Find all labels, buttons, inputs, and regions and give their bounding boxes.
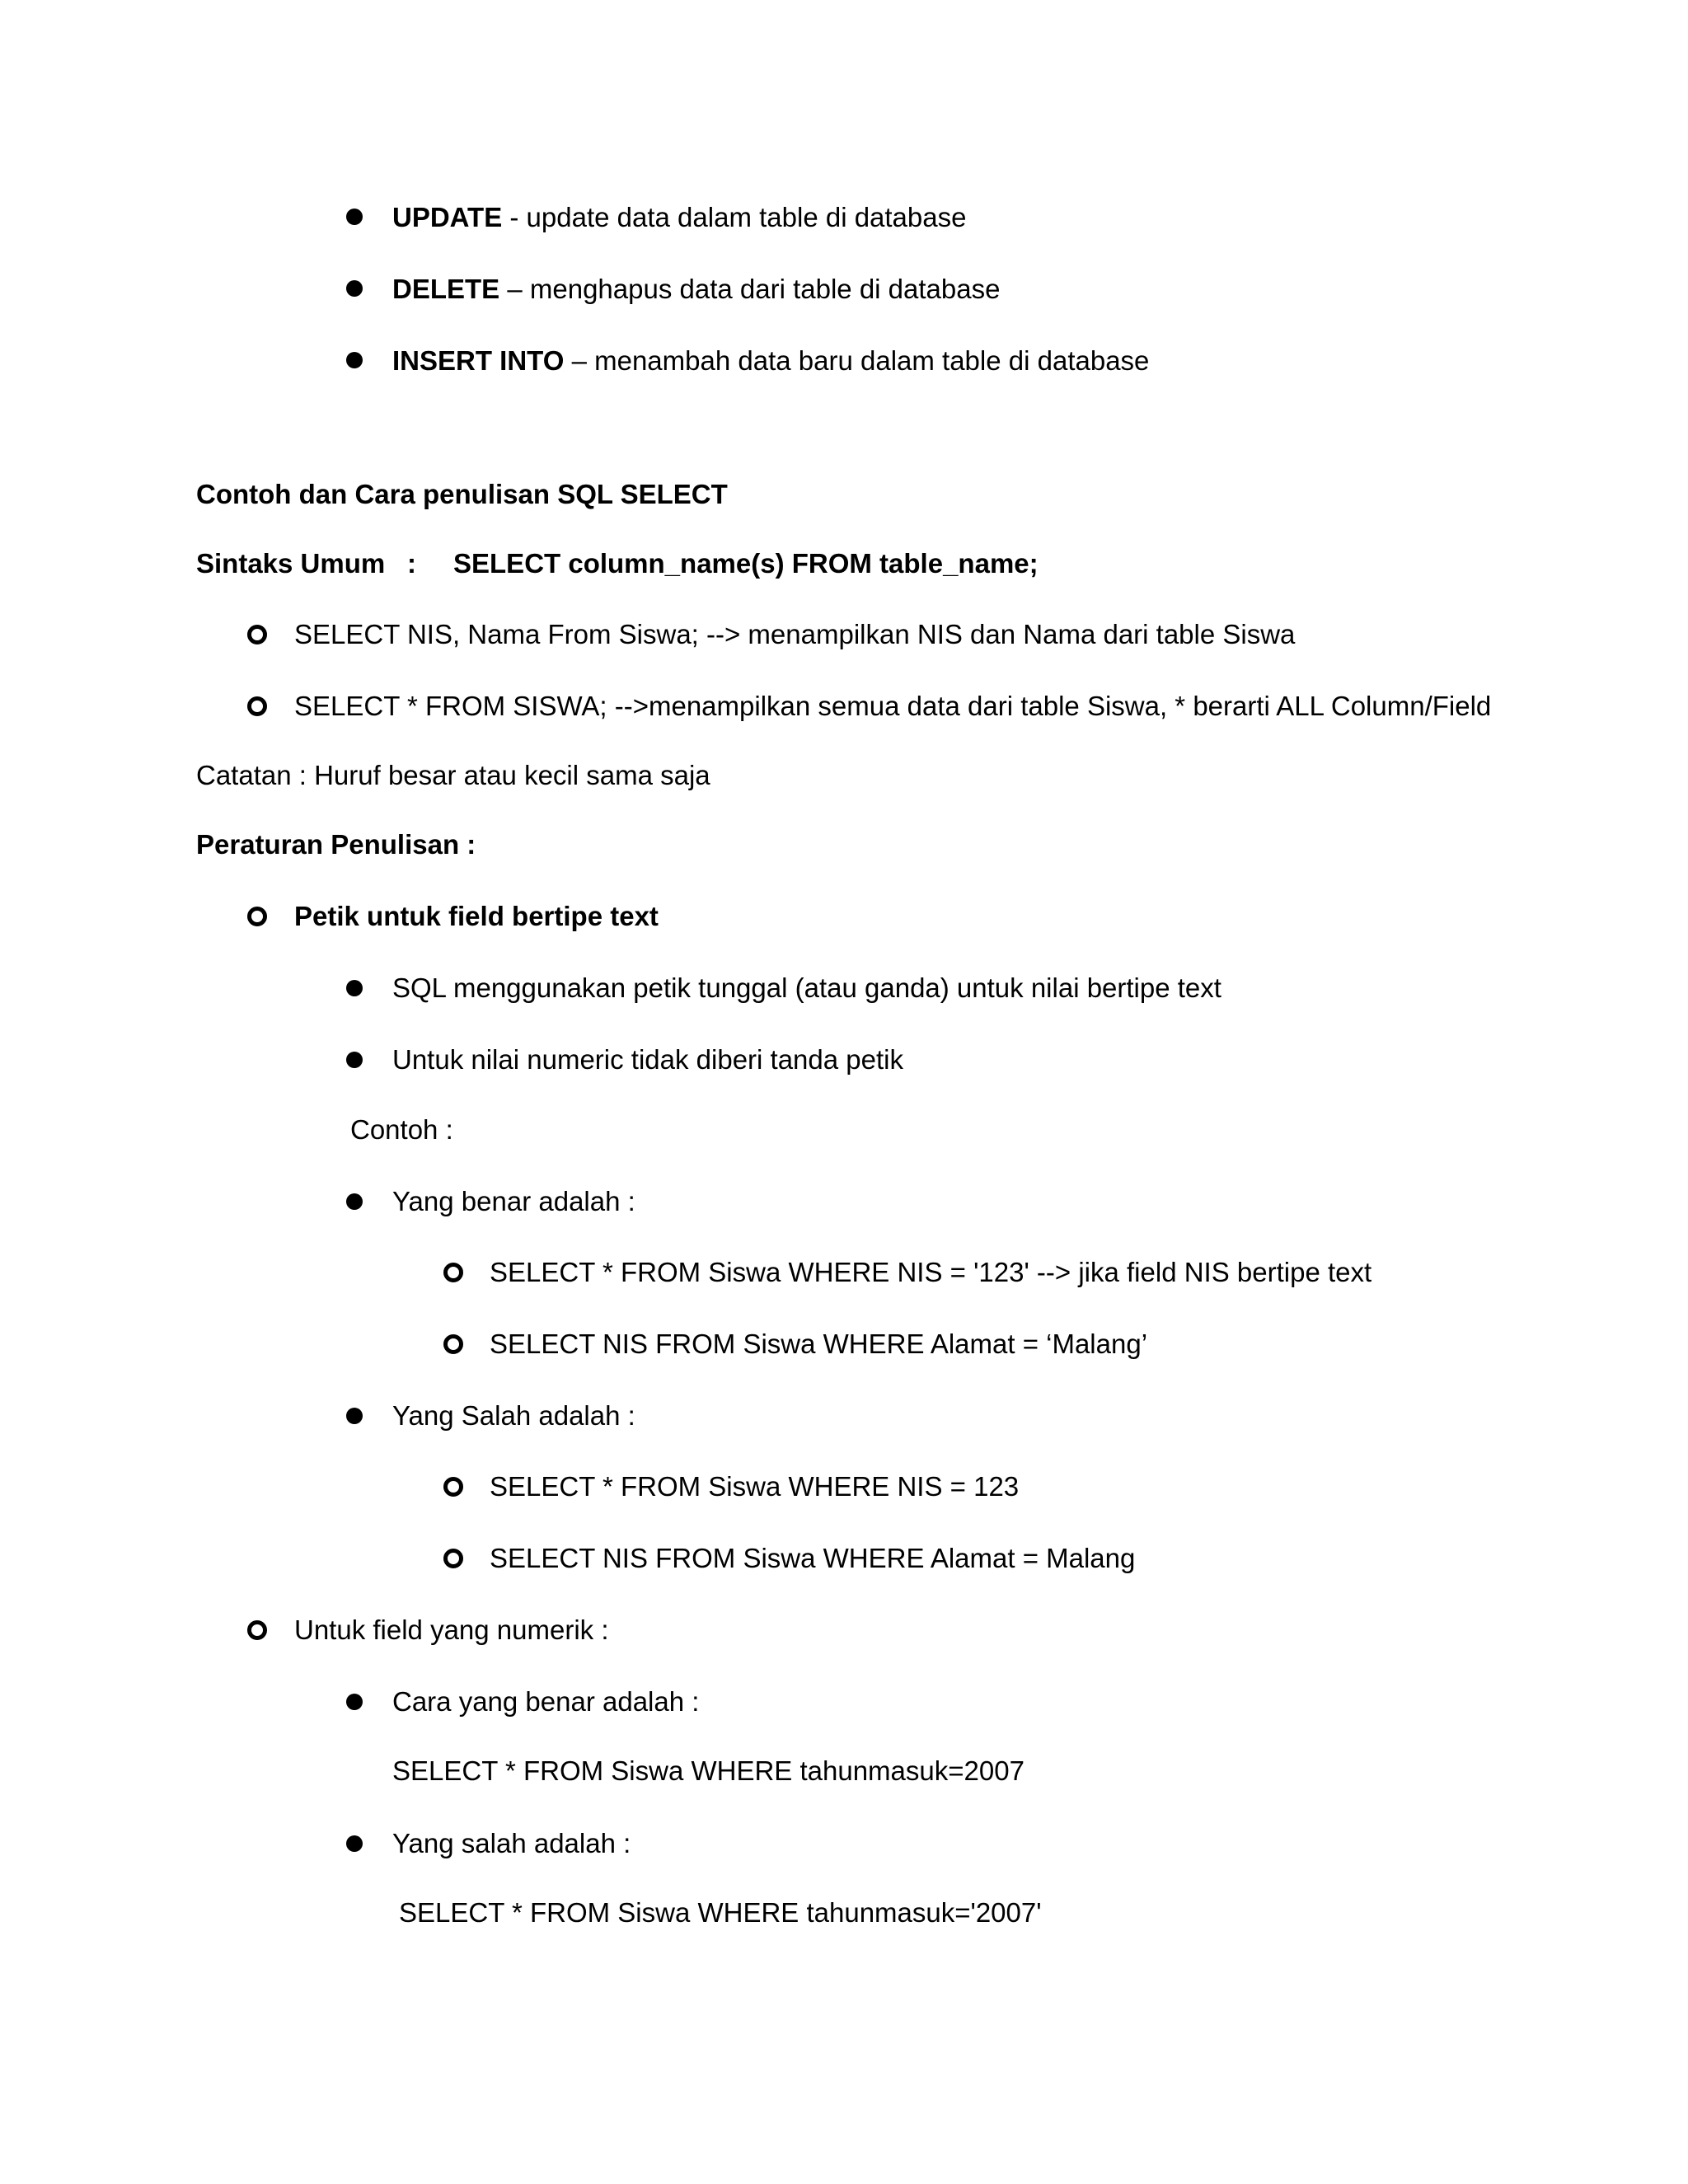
syntax-value: SELECT column_name(s) FROM table_name; bbox=[453, 548, 1039, 579]
command-desc: – menghapus data dari table di database bbox=[499, 274, 1001, 304]
bullet-dot-icon bbox=[346, 280, 363, 297]
command-item-insert bbox=[392, 343, 1149, 379]
command-desc: – menambah data baru dalam table di database bbox=[564, 345, 1150, 376]
command-item-delete bbox=[392, 271, 1000, 307]
example-item: SELECT * FROM SISWA; -->menampilkan semua data dari table Siswa, * berarti ALL Column/Field bbox=[294, 691, 1492, 721]
numeric-correct-label: Cara yang benar adalah : bbox=[392, 1686, 700, 1717]
wrong-label: Yang Salah adalah : bbox=[392, 1400, 635, 1431]
syntax-label: Sintaks Umum bbox=[196, 548, 386, 579]
rules-title: Peraturan Penulisan : bbox=[196, 829, 476, 860]
bullet-ring-icon bbox=[443, 1263, 463, 1282]
command-item-update bbox=[392, 199, 966, 236]
example-item: SELECT NIS, Nama From Siswa; --> menampilkan NIS dan Nama dari table Siswa bbox=[294, 619, 1296, 649]
wrong-example: SELECT * FROM Siswa WHERE NIS = 123 bbox=[490, 1471, 1020, 1502]
command-keyword: INSERT INTO bbox=[392, 345, 565, 376]
rule-numeric-title: Untuk field yang numerik : bbox=[294, 1615, 609, 1645]
bullet-ring-icon bbox=[247, 907, 267, 926]
section-title: Contoh dan Cara penulisan SQL SELECT bbox=[196, 479, 728, 509]
rule-text-title: Petik untuk field bertipe text bbox=[294, 901, 659, 931]
note-text: Catatan : Huruf besar atau kecil sama saja bbox=[196, 760, 710, 790]
bullet-ring-icon bbox=[247, 696, 267, 716]
contoh-label: Contoh : bbox=[350, 1114, 453, 1145]
bullet-ring-icon bbox=[443, 1334, 463, 1354]
bullet-dot-icon bbox=[346, 209, 363, 225]
bullet-dot-icon bbox=[346, 1052, 363, 1068]
bullet-ring-icon bbox=[247, 1620, 267, 1640]
command-keyword: DELETE bbox=[392, 274, 500, 304]
bullet-ring-icon bbox=[443, 1477, 463, 1497]
syntax-colon: : bbox=[407, 548, 416, 579]
correct-label: Yang benar adalah : bbox=[392, 1186, 635, 1216]
bullet-dot-icon bbox=[346, 1694, 363, 1710]
bullet-ring-icon bbox=[247, 625, 267, 644]
bullet-dot-icon bbox=[346, 1408, 363, 1424]
bullet-dot-icon bbox=[346, 352, 363, 368]
numeric-correct-code: SELECT * FROM Siswa WHERE tahunmasuk=2007 bbox=[392, 1755, 1025, 1786]
bullet-dot-icon bbox=[346, 1193, 363, 1210]
command-keyword: UPDATE bbox=[392, 202, 503, 232]
command-desc: - update data dalam table di database bbox=[502, 202, 967, 232]
correct-example: SELECT * FROM Siswa WHERE NIS = '123' --> jika field NIS bertipe text bbox=[490, 1257, 1372, 1287]
numeric-wrong-label: Yang salah adalah : bbox=[392, 1828, 631, 1858]
rule-point: Untuk nilai numeric tidak diberi tanda petik bbox=[392, 1044, 903, 1075]
wrong-example: SELECT NIS FROM Siswa WHERE Alamat = Malang bbox=[490, 1543, 1136, 1573]
correct-example: SELECT NIS FROM Siswa WHERE Alamat = ‘Malang’ bbox=[490, 1329, 1148, 1359]
bullet-ring-icon bbox=[443, 1549, 463, 1568]
bullet-dot-icon bbox=[346, 1835, 363, 1852]
bullet-dot-icon bbox=[346, 980, 363, 996]
numeric-wrong-code: SELECT * FROM Siswa WHERE tahunmasuk='2007' bbox=[399, 1897, 1042, 1928]
rule-point: SQL menggunakan petik tunggal (atau ganda) untuk nilai bertipe text bbox=[392, 972, 1221, 1003]
